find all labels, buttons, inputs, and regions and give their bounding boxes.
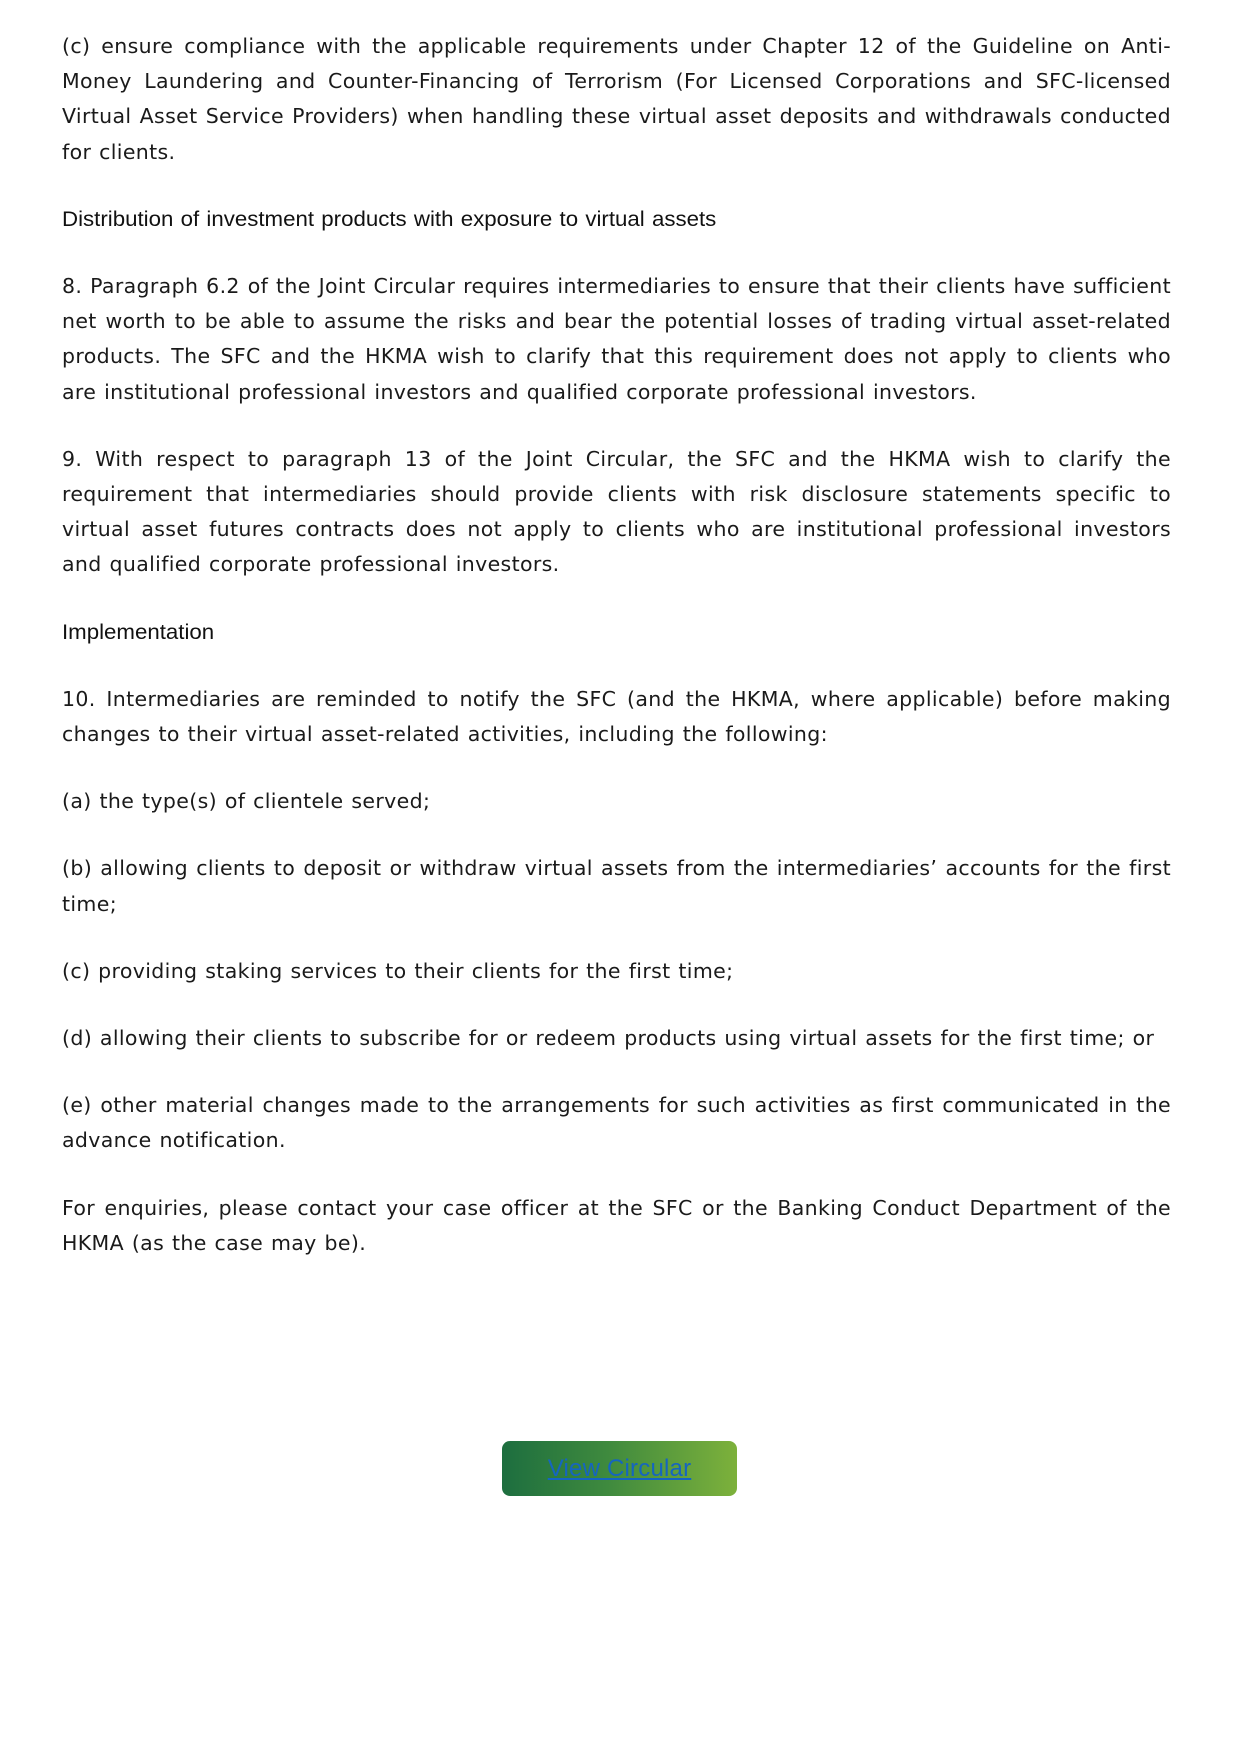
section-heading-implementation-text: Implementation (62, 620, 215, 644)
enquiries-paragraph: For enquiries, please contact your case officer at the SFC or the Banking Conduct Department of the HKMA (as the case may be). (62, 1195, 1171, 1255)
section-heading-distribution (62, 202, 1171, 237)
list-item-d: (d) allowing their clients to subscribe for or redeem products using virtual assets for the first time; or (62, 1026, 1155, 1051)
view-circular-button[interactable] (502, 1441, 737, 1496)
document-body (62, 29, 1171, 1293)
view-circular-link[interactable]: View Circular (547, 1454, 692, 1482)
paragraph-8: 8. Paragraph 6.2 of the Joint Circular requires intermediaries to ensure that their clients have sufficient net worth to be able to assume the risks and bear the potential losses of trading virtual asset-related products. The SFC and the HKMA wish to clarify that this requirement does not apply to clients who are institutional professional investors and qualified corporate professional investors. (62, 274, 1171, 404)
paragraph-10: 10. Intermediaries are reminded to notify the SFC (and the HKMA, where applicable) before making changes to their virtual asset-related activities, including the following: (62, 686, 1171, 747)
section-heading-distribution-text: Distribution of investment products with exposure to virtual assets (62, 207, 717, 231)
list-item-b: (b) allowing clients to deposit or withdraw virtual assets from the intermediaries’ accounts for the first time; (62, 856, 1171, 916)
list-item-a: (a) the type(s) of clientele served; (62, 789, 431, 814)
paragraph-9: 9. With respect to paragraph 13 of the Joint Circular, the SFC and the HKMA wish to clarify the requirement that intermediaries should provide clients with risk disclosure statements specific to virtual asset futures contracts does not apply to clients who are institutional professional investors and qualified corporate professional investors. (62, 446, 1171, 577)
view-circular-button-container (502, 1441, 737, 1496)
list-item-c: (c) providing staking services to their clients for the first time; (62, 958, 734, 983)
list-item-e: (e) other material changes made to the arrangements for such activities as first communicated in the advance notification. (62, 1093, 1171, 1153)
section-heading-implementation (62, 615, 1171, 650)
paragraph-c-aml-compliance: (c) ensure compliance with the applicable requirements under Chapter 12 of the Guideline on Anti-Money Laundering and Counter-Financing of Terrorism (For Licensed Corporations and SFC-licensed Virtual Asset Service Providers) when handling these virtual asset deposits and withdrawals conducted for clients. (62, 34, 1171, 164)
